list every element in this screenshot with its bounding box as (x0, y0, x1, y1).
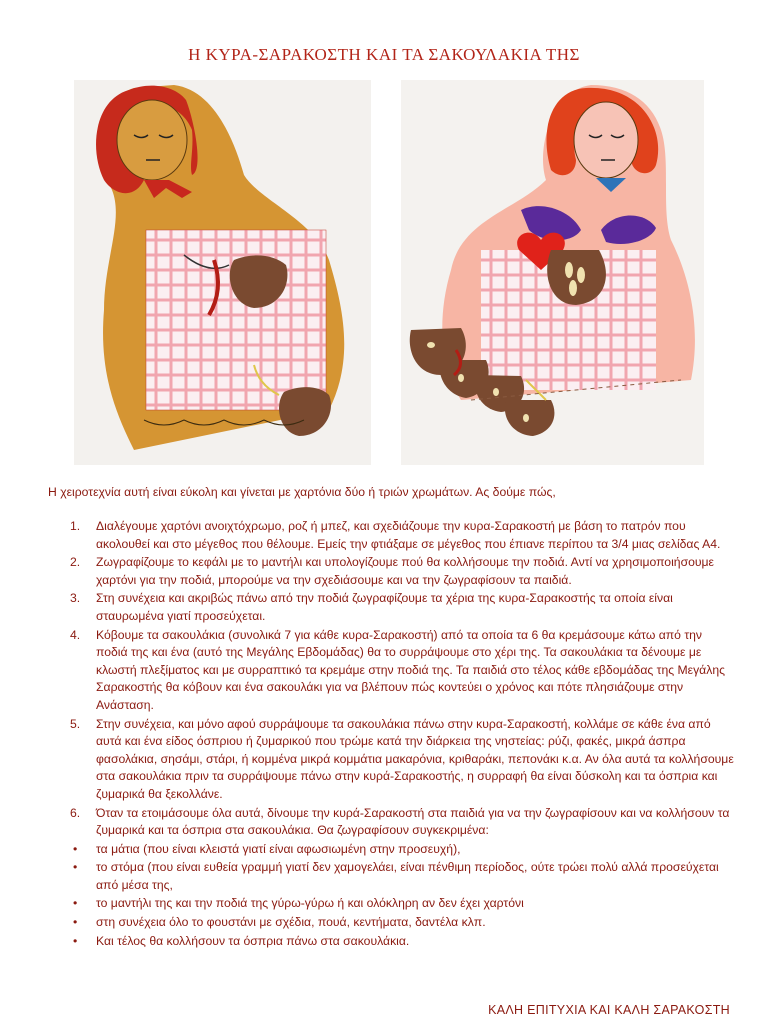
list-item-text: Ζωγραφίζουμε το κεφάλι με το μαντήλι και υπολογίζουμε πού θα κολλήσουμε την ποδιά. Αντί να χρησιμοποιήσουμε χαρτόνι για την ποδιά, μπορούμε να την σχεδιάσουμε και να την ζωγραφίσουν τα παιδιά. (96, 555, 714, 587)
bullet-item (36, 914, 736, 932)
bullet-marker: • (73, 896, 78, 911)
bullet-item (36, 895, 736, 913)
list-item (36, 716, 736, 804)
list-item-text: Κόβουμε τα σακουλάκια (συνολικά 7 για κάθε κυρα-Σαρακοστή) από τα οποία τα 6 θα κρεμάσουμε κάτω από την ποδιά της και ένα (αυτό της Μεγάλης Εβδομάδας) θα το συρράψουμε στο χέρι της. Τα σακουλάκια τα δένουμε με κλωστή πλεξίματος και με συρραπτικό τα κρεμάμε στην ποδιά της. Τα παιδιά στο τέλος κάθε εβδομάδας της Μεγάλης Σαρακοστής θα κόβουν και ένα σακουλάκι για να βλέπουν πώς κοντεύει ο χρόνος και πότε πλησιάζουμε στην Ανάσταση. (96, 627, 725, 712)
intro-paragraph: Η χειροτεχνία αυτή είναι εύκολη και γίνεται με χαρτόνια δύο ή τριών χρωμάτων. Ας δούμε πώς, (48, 485, 556, 499)
list-item-text: Στη συνέχεια και ακριβώς πάνω από την ποδιά ζωγραφίζουμε τα χέρια της κυρα-Σαρακοστής τα οποία είναι σταυρωμένα γιατί προσεύχεται. (96, 591, 673, 623)
page-title: Η ΚΥΡΑ-ΣΑΡΑΚΟΣΤΗ ΚΑΙ ΤΑ ΣΑΚΟΥΛΑΚΙΑ ΤΗΣ (188, 45, 580, 64)
closing-wishes: ΚΑΛΗ ΕΠΙΤΥΧΙΑ ΚΑΙ ΚΑΛΗ ΣΑΡΑΚΟΣΤΗ (488, 1003, 730, 1017)
list-marker: 1. (70, 519, 81, 533)
bullet-item (36, 859, 736, 894)
list-item (36, 627, 736, 715)
bullet-marker: • (73, 933, 78, 948)
instructions-list (36, 518, 736, 951)
list-item-text: Διαλέγουμε χαρτόνι ανοιχτόχρωμο, ροζ ή μπεζ, και σχεδιάζουμε την κυρα-Σαρακοστή με βάση το πατρόν που ακολουθεί και στο μέγεθος που θέλουμε. Εμείς την φτιάξαμε σε μέγεθος που έπιανε περίπου τα 3/4 μιας σελίδας Α4. (96, 519, 721, 551)
bullet-text: το μαντήλι της και την ποδιά της γύρω-γύρω ή και ολόκληρη αν δεν έχει χαρτόνι (96, 896, 524, 911)
list-marker: 2. (70, 555, 81, 570)
list-item-text: Όταν τα ετοιμάσουμε όλα αυτά, δίνουμε την κυρά-Σαρακοστή στα παιδιά για να την ζωγραφίσουν και να κολλήσουν τα ζυμαρικά και τα όσπρια στα σακουλάκια. Θα ζωγραφίσουν συγκεκριμένα: (96, 805, 730, 838)
bullet-marker: • (73, 841, 78, 856)
bullet-text: Και τέλος θα κολλήσουν τα όσπρια πάνω στα σακουλάκια. (96, 933, 410, 948)
list-marker: 5. (70, 716, 81, 731)
list-item (36, 805, 736, 840)
bullet-marker: • (73, 915, 78, 930)
bullet-item (36, 841, 736, 859)
bullet-text: το στόμα (που είναι ευθεία γραμμή γιατί δεν χαμογελάει, είναι πένθιμη περίοδος, ούτε τρώει πολύ αλλά προσεύχεται από μέσα της, (96, 860, 719, 892)
list-item (36, 590, 736, 625)
list-item-text: Στην συνέχεια, και μόνο αφού συρράψουμε τα σακουλάκια πάνω στην κυρα-Σαρακοστή, κολλάμε σε κάθε ένα από αυτά και ένα είδος όσπριου ή ζυμαρικού που τρώμε κατά την διάρκεια της νηστείας: ρύζι, φακές, μικρά άσπρα φασολάκια, σησάμι, στάρι, ή κομμένα μικρά κομμάτια μακαρόνια, κριθαράκι, πεπονάκι κ.α. Αν όλα αυτά τα κολλήσουμε στα σακουλάκια πριν τα συρράψουμε πάνω στην κυρά-Σαρακοστής, η συρραφή θα είναι δύσκολη και τα όσπρια και ζυμαρικά θα ξεκολλάνε. (96, 716, 734, 801)
list-marker: 3. (70, 591, 81, 606)
bullet-text: στη συνέχεια όλο το φουστάνι με σχέδια, πουά, κεντήματα, δαντέλα κλπ. (96, 915, 486, 930)
bullet-text: τα μάτια (που είναι κλειστά γιατί είναι αφωσιωμένη στην προσευχή), (96, 841, 461, 856)
kyra-sarakosti-pink-craft-photo (401, 80, 704, 465)
bullet-item (36, 933, 736, 951)
list-marker: 6. (70, 805, 81, 820)
list-item (36, 554, 736, 589)
list-item (36, 518, 736, 553)
list-marker: 4. (70, 627, 81, 642)
kyra-sarakosti-orange-craft-photo (74, 80, 371, 465)
bullet-marker: • (73, 860, 78, 875)
